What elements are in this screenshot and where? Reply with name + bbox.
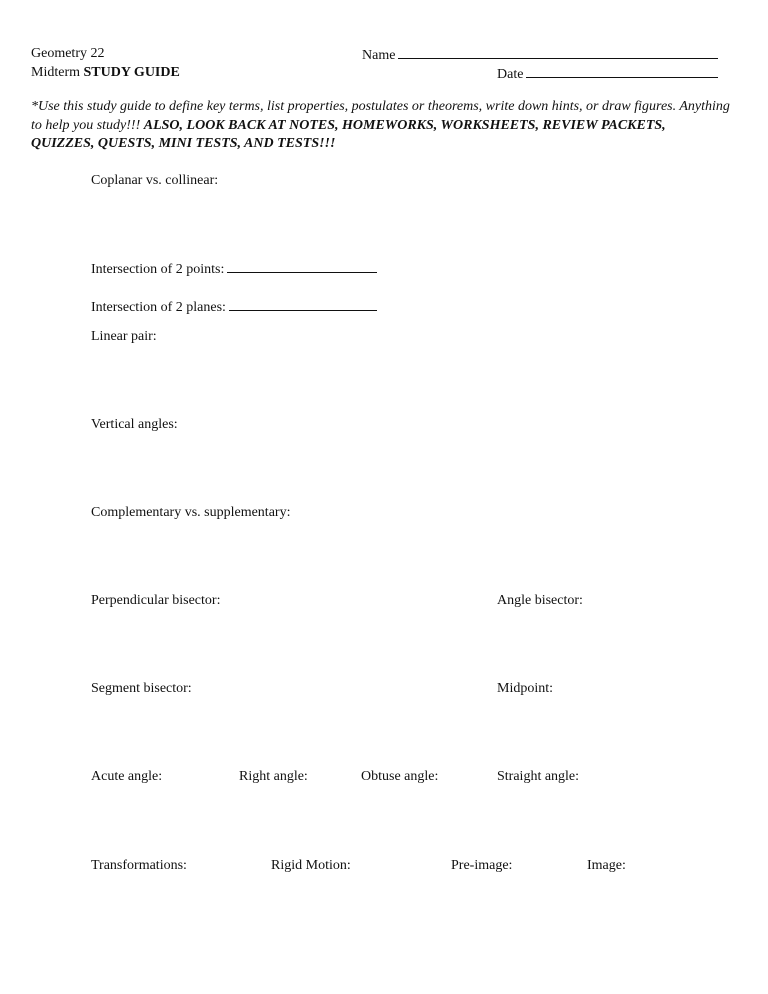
item-intersection-points xyxy=(91,259,377,279)
item-image: Image: xyxy=(587,858,626,873)
label: Intersection of 2 planes: xyxy=(91,300,226,315)
item-angle-bisector: Angle bisector: xyxy=(497,593,583,608)
item-intersection-planes xyxy=(91,297,377,317)
item-acute: Acute angle: xyxy=(91,769,163,784)
item-vertical-angles: Vertical angles: xyxy=(91,417,178,432)
instructions-text: *Use this study guide to define key terms, list properties, postulates or theorems, write down hints, or draw figures. Anything to help you study!!! xyxy=(31,99,730,133)
course-label: Geometry 22 xyxy=(31,46,105,61)
intersection-points-blank[interactable] xyxy=(227,259,377,273)
item-coplanar: Coplanar vs. collinear: xyxy=(91,173,219,188)
instructions xyxy=(31,98,731,154)
title-bold: STUDY GUIDE xyxy=(83,65,180,80)
item-perp-bisector: Perpendicular bisector: xyxy=(91,593,221,608)
title-prefix: Midterm xyxy=(31,65,80,80)
item-right: Right angle: xyxy=(239,769,308,784)
intersection-planes-blank[interactable] xyxy=(229,297,377,311)
item-midpoint: Midpoint: xyxy=(497,681,554,696)
name-blank[interactable] xyxy=(398,45,718,59)
item-pre-image: Pre-image: xyxy=(451,858,513,873)
item-comp-supp: Complementary vs. supplementary: xyxy=(91,505,291,520)
item-straight: Straight angle: xyxy=(497,769,580,784)
date-blank[interactable] xyxy=(526,64,718,78)
date-field[interactable] xyxy=(497,64,718,84)
item-segment-bisector: Segment bisector: xyxy=(91,681,192,696)
doc-title xyxy=(31,64,180,82)
instructions-emphasis: ALSO, LOOK BACK AT NOTES, HOMEWORKS, WORKSHEETS, REVIEW PACKETS, QUIZZES, QUESTS, MINI TESTS, AND TESTS!!! xyxy=(31,117,666,151)
item-linear-pair: Linear pair: xyxy=(91,329,157,344)
name-field[interactable] xyxy=(362,45,718,65)
item-rigid-motion: Rigid Motion: xyxy=(271,858,351,873)
item-transformations: Transformations: xyxy=(91,858,187,873)
name-label: Name xyxy=(362,48,396,63)
label: Intersection of 2 points: xyxy=(91,262,225,277)
item-obtuse: Obtuse angle: xyxy=(361,769,439,784)
date-label: Date xyxy=(497,67,524,82)
